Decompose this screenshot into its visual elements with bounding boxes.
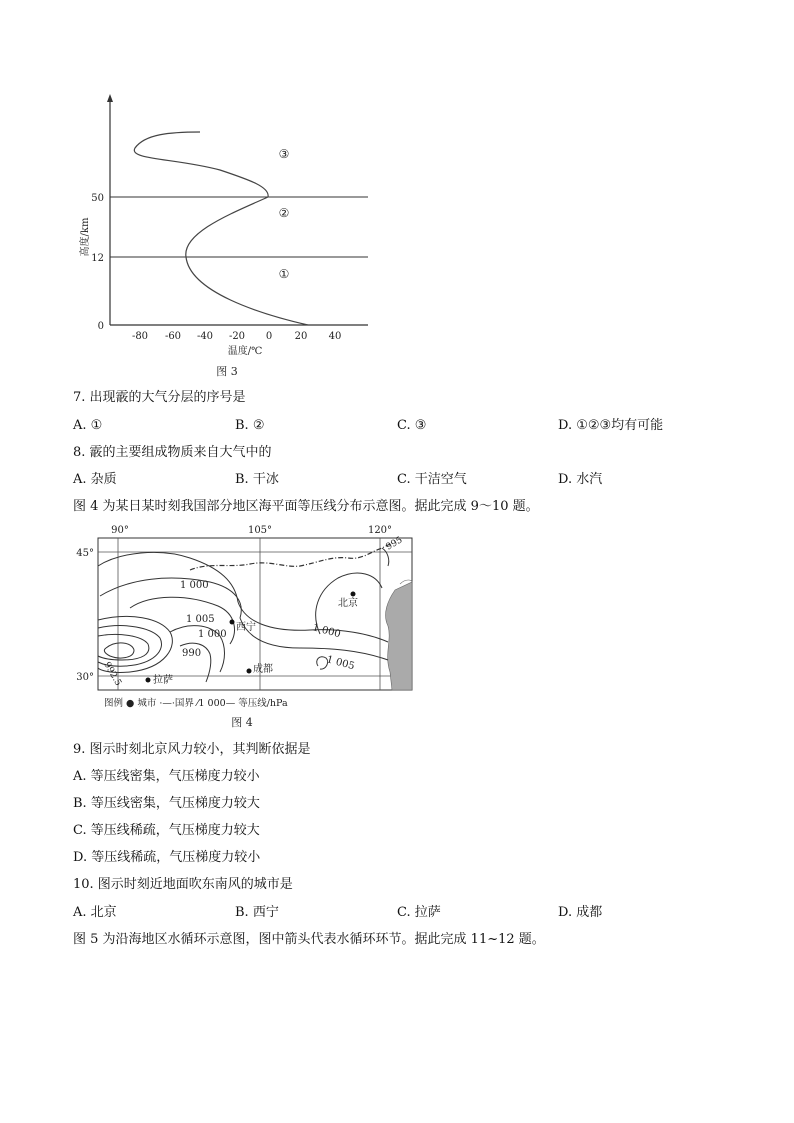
isobar-label: 990 xyxy=(182,648,202,659)
x-tick: -60 xyxy=(164,331,182,342)
city-label-lhasa: 拉萨 xyxy=(153,675,173,686)
x-tick: -80 xyxy=(131,331,149,342)
q10-option-b: B. 西宁 xyxy=(235,905,279,920)
fig5-intro: 图 5 为沿海地区水循环示意图，图中箭头代表水循环环节。据此完成 11~12 题。 xyxy=(73,932,545,947)
isobar-label: 1 005 xyxy=(186,614,215,625)
x-tick: 40 xyxy=(328,331,342,342)
city-dot-xining xyxy=(230,620,235,625)
figure-4-caption: 图 4 xyxy=(231,716,253,729)
q7-option-d: D. ①②③均有可能 xyxy=(558,418,664,433)
q9-stem: 9. 图示时刻北京风力较小，其判断依据是 xyxy=(73,742,311,757)
layer-label-3: ③ xyxy=(278,147,290,161)
q9-option-b: B. 等压线密集，气压梯度力较大 xyxy=(73,796,260,811)
q9-option-d: D. 等压线稀疏，气压梯度力较小 xyxy=(73,850,261,865)
q10-option-d: D. 成都 xyxy=(558,905,603,920)
q10-option-a: A. 北京 xyxy=(73,905,117,920)
city-label-beijing: 北京 xyxy=(338,598,358,609)
y-tick-12: 12 xyxy=(91,253,104,264)
lon-label-120: 120° xyxy=(367,525,393,536)
isobar-label: 1 005 xyxy=(325,654,356,673)
q8-stem: 8. 霰的主要组成物质来自大气中的 xyxy=(73,445,272,460)
y-axis-arrow-icon xyxy=(107,94,113,102)
y-tick-0: 0 xyxy=(97,321,104,332)
isobar-label: 1 000 xyxy=(180,580,209,591)
isobar-label: 995 xyxy=(384,535,405,553)
q7-option-a: A. ① xyxy=(73,418,103,433)
q10-option-c: C. 拉萨 xyxy=(397,905,441,920)
lat-label-30: 30° xyxy=(76,672,94,683)
q9-option-c: C. 等压线稀疏，气压梯度力较大 xyxy=(73,823,260,838)
x-tick: -20 xyxy=(228,331,246,342)
isobar-label: 992.5 xyxy=(101,660,123,688)
x-tick: 20 xyxy=(294,331,308,342)
layer-label-2: ② xyxy=(278,206,290,220)
lon-label-90: 90° xyxy=(111,525,129,536)
q8-option-c: C. 干洁空气 xyxy=(397,472,467,487)
isobar-label: 1 000 xyxy=(198,629,227,640)
layer-label-1: ① xyxy=(278,267,290,281)
x-tick: 0 xyxy=(265,331,273,342)
q7-stem: 7. 出现霰的大气分层的序号是 xyxy=(73,390,246,405)
city-label-xining: 西宁 xyxy=(236,622,256,633)
map-legend: 图例 ● 城市 ·—·国界 ⁄1 000— 等压线/hPa xyxy=(104,698,288,709)
city-dot-beijing xyxy=(351,592,356,597)
x-tick: -40 xyxy=(196,331,214,342)
isobar-label: 1 000 xyxy=(311,622,342,641)
q10-stem: 10. 图示时刻近地面吹东南风的城市是 xyxy=(73,877,293,892)
y-tick-50: 50 xyxy=(91,193,104,204)
q7-option-b: B. ② xyxy=(235,418,265,433)
q8-option-b: B. 干冰 xyxy=(235,472,279,487)
x-axis-label: 温度/℃ xyxy=(227,346,263,357)
city-dot-lhasa xyxy=(146,678,151,683)
fig4-intro: 图 4 为某日某时刻我国部分地区海平面等压线分布示意图。据此完成 9～10 题。 xyxy=(73,499,539,514)
figure-3-chart xyxy=(70,92,380,382)
q8-option-d: D. 水汽 xyxy=(558,472,603,487)
city-label-chengdu: 成都 xyxy=(253,664,273,675)
q9-option-a: A. 等压线密集，气压梯度力较小 xyxy=(73,769,260,784)
lon-label-105: 105° xyxy=(247,525,273,536)
q7-option-c: C. ③ xyxy=(397,418,427,433)
y-axis-label: 高度/km xyxy=(80,217,91,257)
q8-option-a: A. 杂质 xyxy=(73,472,117,487)
city-dot-chengdu xyxy=(247,669,252,674)
lat-label-45: 45° xyxy=(76,548,94,559)
figure-4-isobar-map xyxy=(70,522,420,734)
figure-3-caption: 图 3 xyxy=(216,365,238,378)
